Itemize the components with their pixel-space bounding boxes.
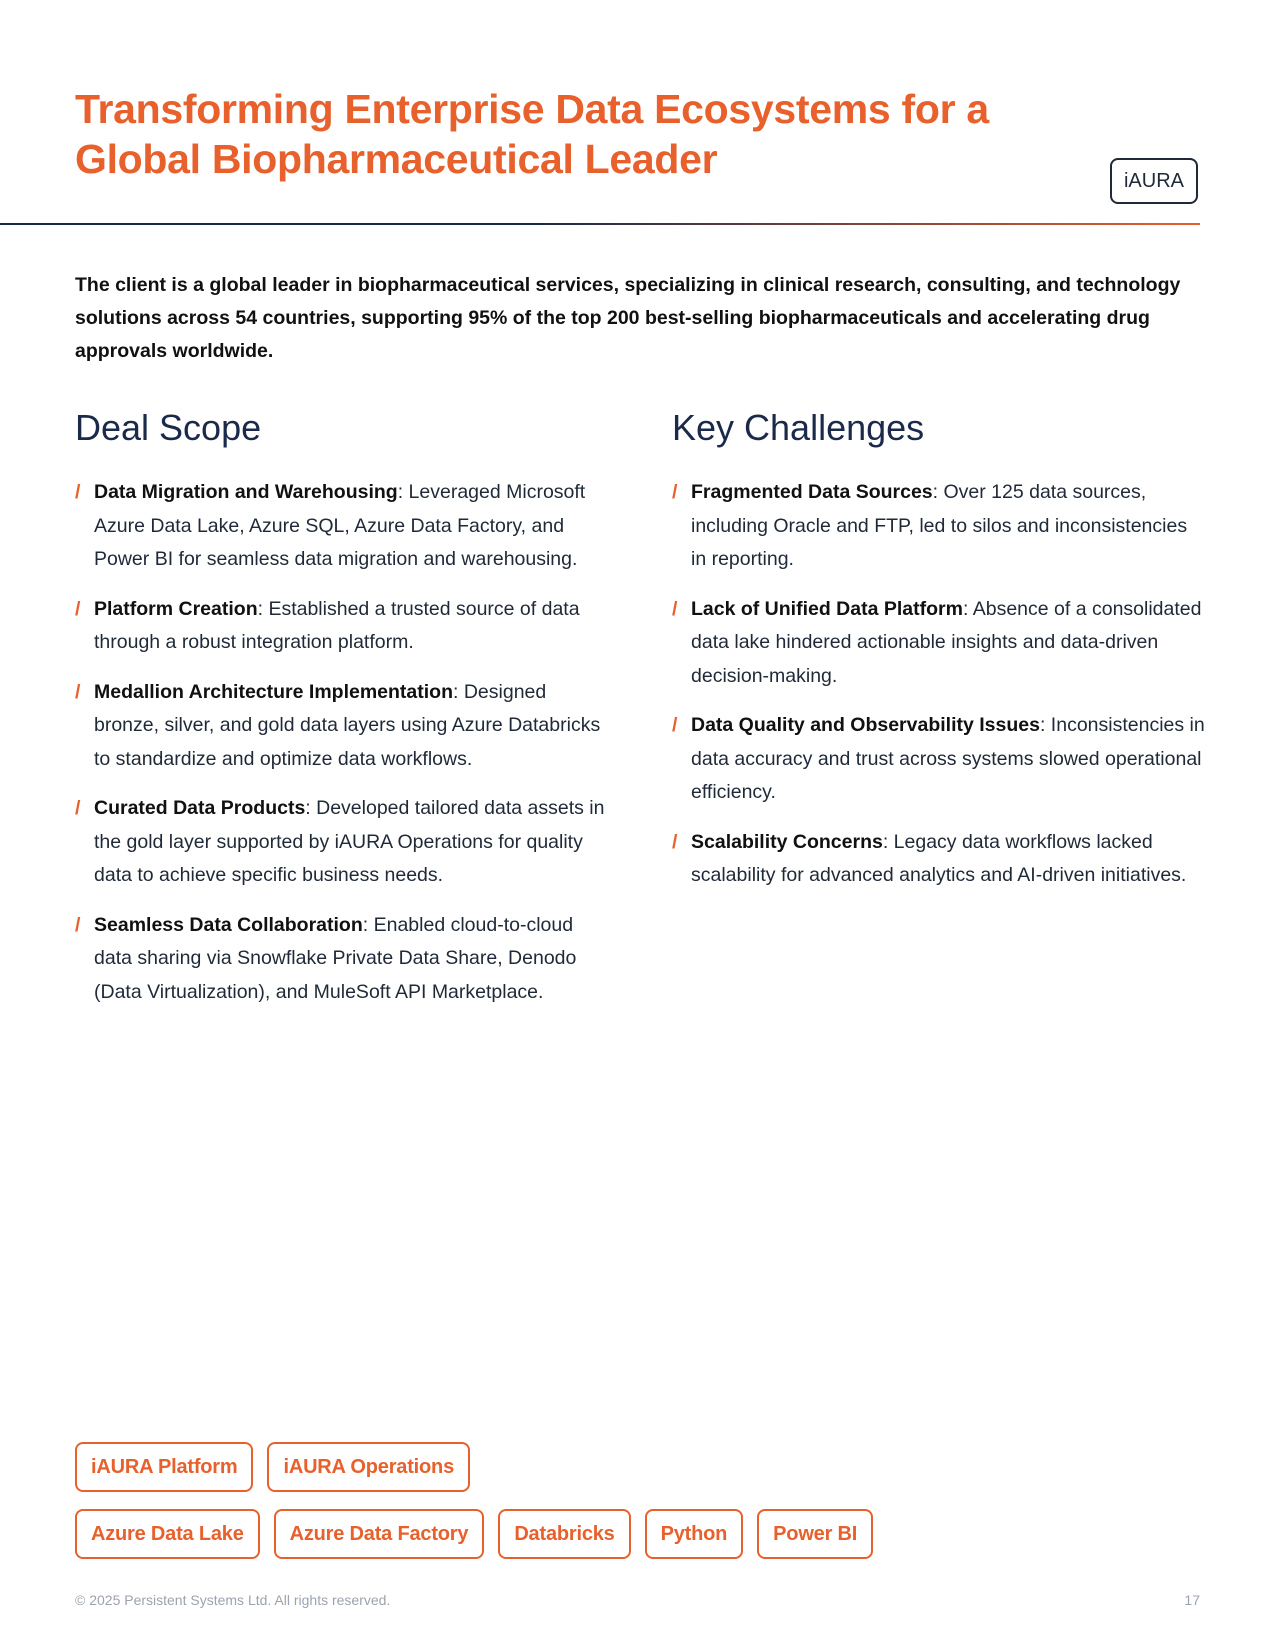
item-text: : Legacy data workflows lacked scalability for advanced analytics and AI-driven initiatives.	[691, 830, 1187, 886]
item-title: Seamless Data Collaboration	[94, 913, 363, 936]
item-title: Medallion Architecture Implementation	[94, 680, 453, 703]
deal-scope-section	[75, 405, 610, 1025]
challenge-item	[672, 593, 1207, 694]
deal-scope-item	[75, 593, 610, 660]
page-title: Transforming Enterprise Data Ecosystems for a Global Biopharmaceutical Leader	[75, 86, 989, 182]
item-text: : Inconsistencies in data accuracy and trust across systems slowed operational efficiency.	[691, 714, 1205, 803]
item-text: : Leveraged Microsoft Azure Data Lake, Azure SQL, Azure Data Factory, and Power BI for seamless data migration and warehousing.	[94, 481, 586, 570]
divider-rule	[0, 223, 1200, 225]
item-title: Data Quality and Observability Issues	[691, 714, 1040, 736]
tag-iaura-operations: iAURA Operations	[267, 1442, 470, 1492]
key-challenges-heading: Key Challenges	[672, 407, 925, 448]
item-text: : Developed tailored data assets in the gold layer supported by iAURA Operations for quality data to achieve specific business needs.	[94, 797, 605, 886]
slash-bullet-icon: /	[75, 797, 81, 819]
slash-bullet-icon: /	[672, 714, 678, 736]
copyright-footer: © 2025 Persistent Systems Ltd. All rights reserved.	[75, 1592, 391, 1608]
item-title: Scalability Concerns	[691, 830, 883, 853]
challenge-item	[672, 476, 1207, 577]
item-text: : Enabled cloud-to-cloud data sharing via Snowflake Private Data Share, Denodo (Data Virtualization), and MuleSoft API Marketplace.	[94, 913, 577, 1003]
tag-azure-data-lake: Azure Data Lake	[75, 1509, 260, 1559]
item-text: : Established a trusted source of data through a robust integration platform.	[94, 597, 580, 653]
item-title: Fragmented Data Sources	[691, 481, 933, 503]
iaura-badge: iAURA	[1110, 158, 1198, 204]
key-challenges-section	[672, 405, 1207, 909]
slash-bullet-icon: /	[672, 481, 678, 503]
deal-scope-item	[75, 676, 610, 777]
item-text: : Designed bronze, silver, and gold data layers using Azure Databricks to standardize and optimize data workflows.	[94, 680, 601, 770]
item-title: Lack of Unified Data Platform	[691, 597, 963, 620]
deal-scope-item	[75, 909, 610, 1010]
tag-row-technologies	[75, 1509, 887, 1559]
deal-scope-item	[75, 792, 610, 893]
challenge-item	[672, 709, 1207, 810]
slash-bullet-icon: /	[672, 830, 678, 853]
item-title: Curated Data Products	[94, 797, 306, 819]
item-title: Platform Creation	[94, 597, 258, 620]
slash-bullet-icon: /	[75, 597, 81, 620]
tag-azure-data-factory: Azure Data Factory	[274, 1509, 485, 1559]
slash-bullet-icon: /	[75, 680, 81, 703]
page-number: 17	[1184, 1592, 1200, 1608]
tag-power-bi: Power BI	[757, 1509, 873, 1559]
deal-scope-item	[75, 476, 610, 577]
deal-scope-heading: Deal Scope	[75, 407, 262, 448]
challenge-item	[672, 826, 1207, 893]
slash-bullet-icon: /	[75, 481, 81, 503]
item-text: : Absence of a consolidated data lake hindered actionable insights and data-driven decision-making.	[691, 597, 1202, 687]
intro-paragraph: The client is a global leader in biopharmaceutical services, specializing in clinical research, consulting, and technology solutions across 54 countries, supporting 95% of the top 200 best-selling biopharmaceuticals and accelerating drug approvals worldwide.	[75, 274, 1181, 362]
tag-databricks: Databricks	[498, 1509, 630, 1559]
item-text: : Over 125 data sources, including Oracle and FTP, led to silos and inconsistencies in reporting.	[691, 481, 1188, 570]
slash-bullet-icon: /	[75, 913, 81, 936]
tag-python: Python	[645, 1509, 744, 1559]
tag-row-platforms	[75, 1442, 484, 1492]
item-title: Data Migration and Warehousing	[94, 481, 398, 503]
slash-bullet-icon: /	[672, 597, 678, 620]
tag-iaura-platform: iAURA Platform	[75, 1442, 253, 1492]
